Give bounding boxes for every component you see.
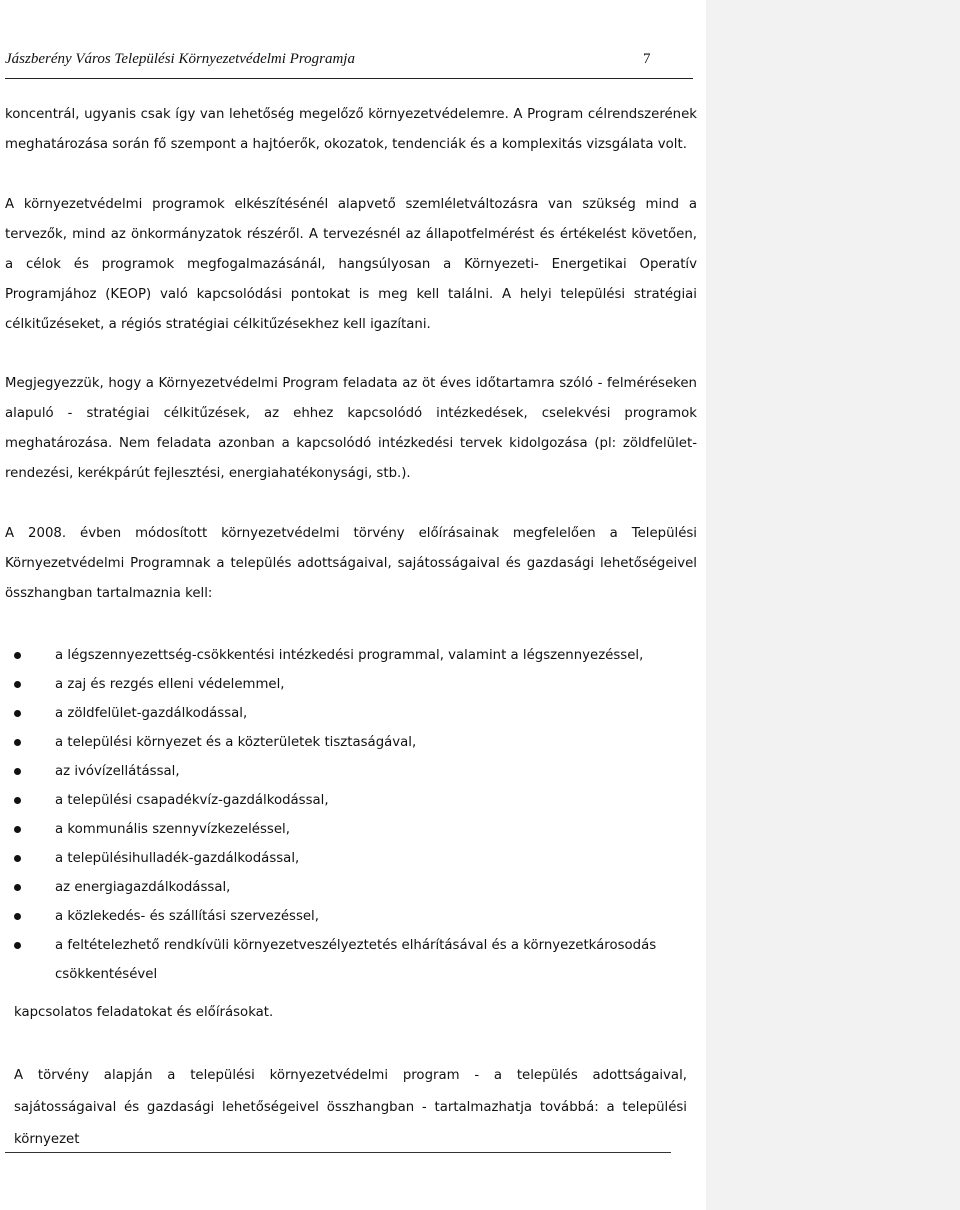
bullet-icon (14, 681, 21, 688)
paragraph-note: Megjegyezzük, hogy a Környezetvédelmi Program feladata az öt éves időtartamra szóló - felméréseken alapuló - stratégiai célkitűzések, az ehhez kapcsolódó intézkedések, cselekvési programok meghatározása. Nem feladata azonban a kapcsolódó intézkedési tervek kidolgozása (pl: zöldfelület-rendezési, kerékpárút fejlesztési, energiahatékonysági, stb.). (5, 376, 697, 481)
list-item (0, 931, 695, 989)
list-item (0, 641, 695, 670)
list-item (0, 728, 695, 757)
bullet-icon (14, 884, 21, 891)
list-item (0, 699, 695, 728)
list-item-text: a települési csapadékvíz-gazdálkodással, (55, 793, 329, 808)
list-item-text: a településihulladék-gazdálkodással, (55, 851, 300, 866)
bullet-icon (14, 739, 21, 746)
list-item (0, 815, 695, 844)
list-item (0, 670, 695, 699)
bullet-icon (14, 652, 21, 659)
paragraph-intro: koncentrál, ugyanis csak így van lehetőség megelőző környezetvédelemre. A Program célrendszerének meghatározása során fő szempont a hajtóerők, okozatok, tendenciák és a komplexitás vizsgálata volt. (5, 107, 697, 152)
bullet-icon (14, 942, 21, 949)
paragraph-law: A 2008. évben módosított környezetvédelmi törvény előírásainak megfelelően a Települési Környezetvédelmi Programnak a település adottságaival, sajátosságaival és gazdasági lehetőségeivel összhangban tartalmaznia kell: (5, 526, 697, 601)
bullet-icon (14, 913, 21, 920)
bullet-icon (14, 826, 21, 833)
page-number: 7 (643, 51, 651, 67)
requirement-list (0, 641, 706, 989)
list-item-text: a feltételezhető rendkívüli környezetveszélyeztetés elhárításával és a környezetkárosodás csökkentésével (55, 938, 657, 982)
paragraph-closing: kapcsolatos feladatokat és előírásokat. (14, 1005, 274, 1020)
list-item-text: az energiagazdálkodással, (55, 880, 231, 895)
list-item-text: a légszennyezettség-csökkentési intézkedési programmal, valamint a légszennyezéssel, (55, 648, 644, 663)
bullet-icon (14, 855, 21, 862)
list-item-text: az ivóvízellátással, (55, 764, 180, 779)
bullet-icon (14, 710, 21, 717)
list-item-text: a kommunális szennyvízkezeléssel, (55, 822, 290, 837)
footer-rule (5, 1152, 671, 1153)
header-title: Jászberény Város Települési Környezetvédelmi Programja (5, 51, 355, 67)
list-item-text: a zaj és rezgés elleni védelemmel, (55, 677, 285, 692)
paragraph-optional: A törvény alapján a települési környezetvédelmi program - a település adottságaival, sajátosságaival és gazdasági lehetőségeivel összhangban - tartalmazhatja továbbá: a települési környezet (14, 1068, 687, 1147)
paragraph-planning: A környezetvédelmi programok elkészítésénél alapvető szemléletváltozásra van szükség mind a tervezők, mind az önkormányzatok részéről. A tervezésnél az állapotfelmérést és értékelést követően, a célok és programok megfogalmazásánál, hangsúlyosan a Környezeti- Energetikai Operatív Programjához (KEOP) való kapcsolódási pontokat is meg kell találni. A helyi települési stratégiai célkitűzéseket, a régiós stratégiai célkitűzésekhez kell igazítani. (5, 197, 697, 332)
side-margin-panel (706, 0, 960, 1210)
header-rule (5, 78, 693, 79)
bullet-icon (14, 797, 21, 804)
bullet-icon (14, 768, 21, 775)
list-item (0, 757, 695, 786)
list-item (0, 844, 695, 873)
list-item (0, 873, 695, 902)
list-item-text: a közlekedés- és szállítási szervezéssel, (55, 909, 319, 924)
list-item-text: a zöldfelület-gazdálkodással, (55, 706, 248, 721)
list-item-text: a települési környezet és a közterületek tisztaságával, (55, 735, 417, 750)
list-item (0, 902, 695, 931)
list-item (0, 786, 695, 815)
